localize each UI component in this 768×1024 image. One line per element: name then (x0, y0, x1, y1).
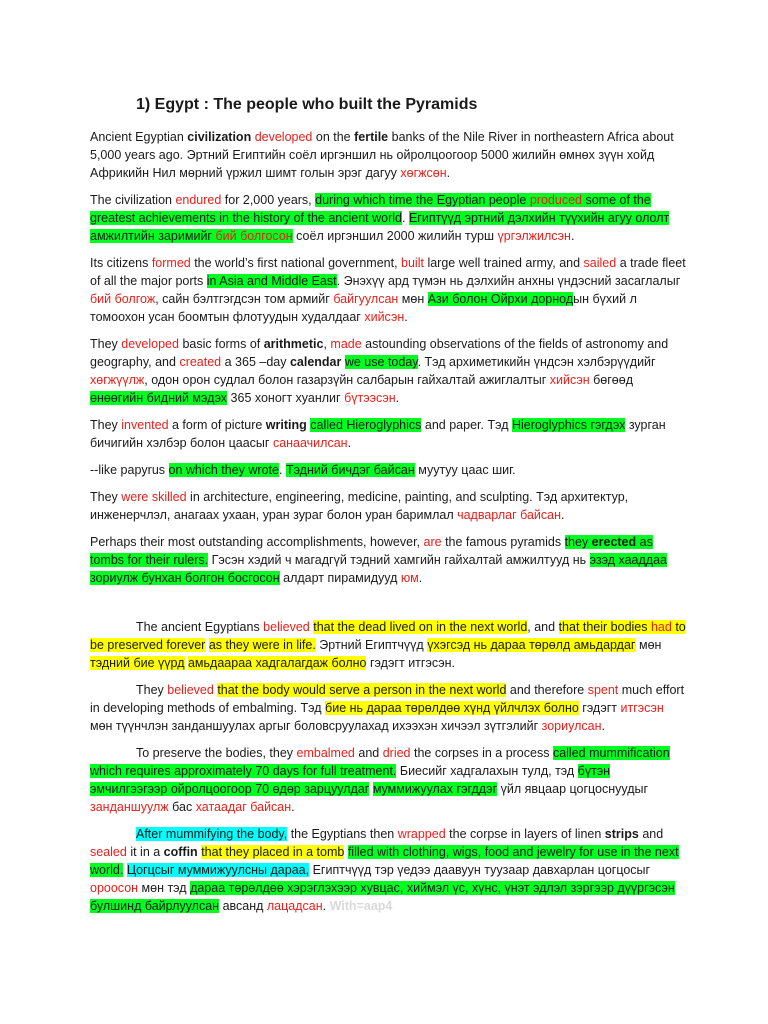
text-run: arithmetic (263, 337, 324, 351)
text-run: and paper. Тэд (421, 418, 512, 432)
paragraph (90, 128, 686, 182)
text-run: . (418, 571, 423, 585)
text-run: өнөөгийн бидний мэдэх (90, 391, 228, 405)
document-page (90, 94, 686, 924)
text-run: . (347, 436, 352, 450)
text-run: бий болгож (90, 292, 156, 306)
text-run: тэдний бие үүрд (90, 656, 185, 670)
text-run: the famous pyramids (441, 535, 565, 549)
paragraph (90, 825, 686, 915)
text-run: бүтэн эмчилгээгээр ойролцоогоор 70 өдөр зарцуулдаг (90, 764, 611, 796)
text-run: бий болгосон (215, 229, 293, 243)
text-run: муутуу цаас шиг. (414, 463, 516, 477)
text-run: believed (263, 620, 310, 634)
text-run: as they were in life. (208, 638, 316, 652)
text-run: 365 хоногт хуанлиг (227, 391, 345, 405)
text-run: , (323, 337, 331, 351)
text-run: developed (121, 337, 179, 351)
text-run: banks of the Nile River in northeastern Africa about 5,000 years ago. Эртний Египтийн соёл иргэншил нь ойролцоогоор 5000 жилийн өмнөх зүүн хойд Африкийн Нил мөрний үржил шимт голын эрэг дагуу (90, 130, 674, 180)
text-run: зориулсан (541, 719, 602, 733)
text-run: юм (400, 571, 419, 585)
text-run: . (322, 899, 330, 913)
text-run: in Asia and Middle East (206, 274, 337, 288)
text-run: Цогцсыг муммижуулсны дараа, (126, 863, 310, 877)
text-run: and therefore (506, 683, 588, 697)
text-run: хийсэн (549, 373, 590, 387)
text-run: dried (382, 746, 411, 760)
text-run: the corpse in layers of linen (445, 827, 605, 841)
text-run: They (90, 418, 122, 432)
text-run: writing (265, 418, 307, 432)
text-run: some of the greatest achievements in the history of the ancient world (90, 193, 651, 225)
page-title: 1) Egypt : The people who built the Pyramids (136, 96, 478, 113)
text-run: Hieroglyphics гэгдэх (511, 418, 626, 432)
text-run: үйл явцаар цогцоснуудыг (497, 782, 649, 796)
text-run: wrapped (397, 827, 446, 841)
text-run: calendar (289, 355, 342, 369)
text-run: invented (121, 418, 169, 432)
text-run: Perhaps their most outstanding accomplishments, however, (90, 535, 424, 549)
text-run: developed (254, 130, 313, 144)
text-run: бас (168, 800, 196, 814)
text-run: civilization (187, 130, 252, 144)
text-run: үргэлжилсэн (497, 229, 571, 243)
text-run: , сайн бэлтгэгдсэн том армийг (155, 292, 334, 306)
text-run: The ancient Egyptians (136, 620, 264, 634)
text-run: After mummifying the body, (136, 827, 288, 841)
text-run: хөгжсөн (400, 166, 447, 180)
text-run: бүтээсэн (344, 391, 396, 405)
text-run: . (395, 391, 400, 405)
text-run: the world’s first national government, (190, 256, 402, 270)
text-run: үхэгсэд нь дараа төрөлд амьдардаг (427, 638, 636, 652)
text-run: coffin (163, 845, 198, 859)
text-run: соёл иргэншил 2000 жилийн турш (292, 229, 498, 243)
paragraph (90, 335, 686, 407)
paragraph (90, 488, 686, 524)
text-run: хатаадаг байсан (195, 800, 292, 814)
text-run: итгэсэн (620, 701, 664, 715)
text-run: on which they wrote (168, 463, 279, 477)
text-run: . Тэд архиметикийн үндсэн хэлбэрүүдийг (417, 355, 656, 369)
text-run: on the (312, 130, 355, 144)
text-run: made (330, 337, 362, 351)
text-run: spent (587, 683, 619, 697)
text-run: the corpses in a process (410, 746, 553, 760)
text-run: and (638, 827, 664, 841)
text-run: that the dead lived on in the next world (313, 620, 528, 634)
text-run: Эртний Египтчүүд (315, 638, 428, 652)
text-run: as tombs for their rulers. (90, 535, 653, 567)
text-run: that they placed in a tomb (201, 845, 345, 859)
text-run: They (90, 490, 122, 504)
document-body (90, 128, 686, 915)
text-run: хийсэн (364, 310, 405, 324)
text-run: they (564, 535, 592, 549)
text-run: had (650, 620, 672, 634)
text-run: . (291, 800, 295, 814)
text-run: Гэсэн хэдий ч магадгүй тэдний хамгийн гайхалтай амжилтууд нь (208, 553, 590, 567)
text-run: it in a (126, 845, 164, 859)
text-run: To preserve the bodies, they (136, 746, 297, 760)
text-run: embalmed (296, 746, 355, 760)
text-run: Its citizens (90, 256, 152, 270)
paragraph (90, 681, 686, 735)
text-run: . (278, 463, 286, 477)
text-run: for 2,000 years, (221, 193, 316, 207)
text-run: --like papyrus (90, 463, 169, 477)
text-run: fertile (354, 130, 389, 144)
text-run: амьдаараа хадгалагдаж болно (187, 656, 367, 670)
text-run: . (601, 719, 605, 733)
text-run: that their bodies (558, 620, 651, 634)
paragraph (90, 416, 686, 452)
text-run: during which time the Egyptian people (315, 193, 530, 207)
text-run: Тэдний бичдэг байсан (285, 463, 415, 477)
text-run: created (179, 355, 222, 369)
paragraph (90, 191, 686, 245)
text-run: that the body would serve a person in the next world (217, 683, 507, 697)
text-run: They (136, 683, 168, 697)
text-run: ороосон (90, 881, 139, 895)
text-run: , and (527, 620, 559, 634)
text-run: . (401, 211, 409, 225)
text-run: бие нь дараа төрөлдөө хүнд үйлчлэх болно (325, 701, 579, 715)
text-run: to be preserved forever (90, 620, 686, 652)
text-run: were skilled (121, 490, 187, 504)
text-run: erected (591, 535, 637, 549)
text-run: formed (151, 256, 191, 270)
text-run: санаачилсан (272, 436, 348, 450)
text-run: , одон орон судлал болон газарзүйн салбарын гайхалтай ажиглалтыг (144, 373, 550, 387)
text-run: гэдэгт (578, 701, 621, 715)
text-run: in architecture, engineering, medicine, painting, and sculpting. Тэд архитектур, инженерчлэл, анагаах ухаан, уран зураг болон уран баримлал (90, 490, 629, 522)
text-run: зурган бичигийн хэлбэр болон цаасыг (90, 418, 666, 450)
text-run: Египтчүүд тэр үедээ даавуун туузаар давхарлан цогцосыг (309, 863, 651, 877)
watermark-text: With=aap4 (329, 899, 393, 913)
paragraph (90, 533, 686, 587)
text-run: булшинд байрлуулсан (90, 899, 220, 913)
text-run: sealed (90, 845, 127, 859)
section-spacer (90, 596, 686, 618)
text-run: . (404, 310, 408, 324)
text-run: are (423, 535, 442, 549)
text-run: large well trained army, and (423, 256, 584, 270)
paragraph (90, 744, 686, 816)
text-run: алдарт пирамидууд (279, 571, 401, 585)
text-run: a trade fleet of all the major ports (90, 256, 686, 288)
text-run: filled with clothing, wigs, food and jewelry for use in the next world. (90, 845, 679, 877)
text-run: муммижуулах гэгддэг (372, 782, 498, 796)
text-run: бөгөөд (589, 373, 633, 387)
text-run: . (570, 229, 575, 243)
paragraph (90, 461, 686, 479)
text-run: believed (167, 683, 214, 697)
text-run: endured (175, 193, 222, 207)
text-run: built (401, 256, 424, 270)
text-run: байгуулсан (333, 292, 399, 306)
text-run: the Egyptians then (287, 827, 398, 841)
text-run: мөн түүнчлэн занданшуулах аргыг боловсруулахад ихээхэн хичээл зүтгэлийг (90, 719, 542, 733)
text-run: . (446, 166, 451, 180)
text-run: дараа төрөлдөө хэрэглэхээр хувцас, хиймэл үс, хүнс, үнэт эдлэл зэргээр дүүргэсэн (190, 881, 675, 895)
text-run: They (90, 337, 122, 351)
text-run: a 365 –day (221, 355, 290, 369)
text-run: . Энэхүү ард түмэн нь дэлхийн анхны үндэсний засаглалыг (336, 274, 681, 288)
text-run: Ancient Egyptian (90, 130, 188, 144)
text-run: хөгжүүлж (90, 373, 145, 387)
text-run: and (354, 746, 383, 760)
text-run: produced (529, 193, 582, 207)
text-run: Биесийг хадгалахын тулд, тэд (396, 764, 578, 778)
paragraph (90, 254, 686, 326)
text-run: гэдэгт итгэсэн. (366, 656, 455, 670)
text-run: мөн (635, 638, 662, 652)
text-run: эзэд хааддаа зориулж бунхан болгон босгосон (90, 553, 667, 585)
text-run: лацадсан (266, 899, 323, 913)
text-run: мөн тэд (138, 881, 191, 895)
text-run: занданшуулж (90, 800, 169, 814)
text-run: called Hieroglyphics (310, 418, 422, 432)
text-run: мөн (398, 292, 428, 306)
text-run: чадварлаг байсан (457, 508, 562, 522)
text-run: called mummification which requires approximately 70 days for full treatment. (90, 746, 670, 778)
text-run: The civilization (90, 193, 176, 207)
text-run: sailed (583, 256, 617, 270)
text-run: . (561, 508, 565, 522)
text-run: авсанд (219, 899, 267, 913)
text-run: we use today (344, 355, 418, 369)
text-run: a form of picture (168, 418, 266, 432)
text-run: basic forms of (178, 337, 264, 351)
text-run: much effort in developing methods of embalming. Тэд (90, 683, 685, 715)
text-run: ын бүхий л томоохон усан боомтын флотуудын худалдааг (90, 292, 637, 324)
text-run: Египтүүд эртний дэлхийн түүхийн агуу ололт амжилтийн заримийг (90, 211, 670, 243)
text-run: strips (604, 827, 639, 841)
text-run: Ази болон Ойрхи дорнод (427, 292, 574, 306)
text-run: astounding observations of the fields of astronomy and geography, and (90, 337, 669, 369)
paragraph (90, 618, 686, 672)
